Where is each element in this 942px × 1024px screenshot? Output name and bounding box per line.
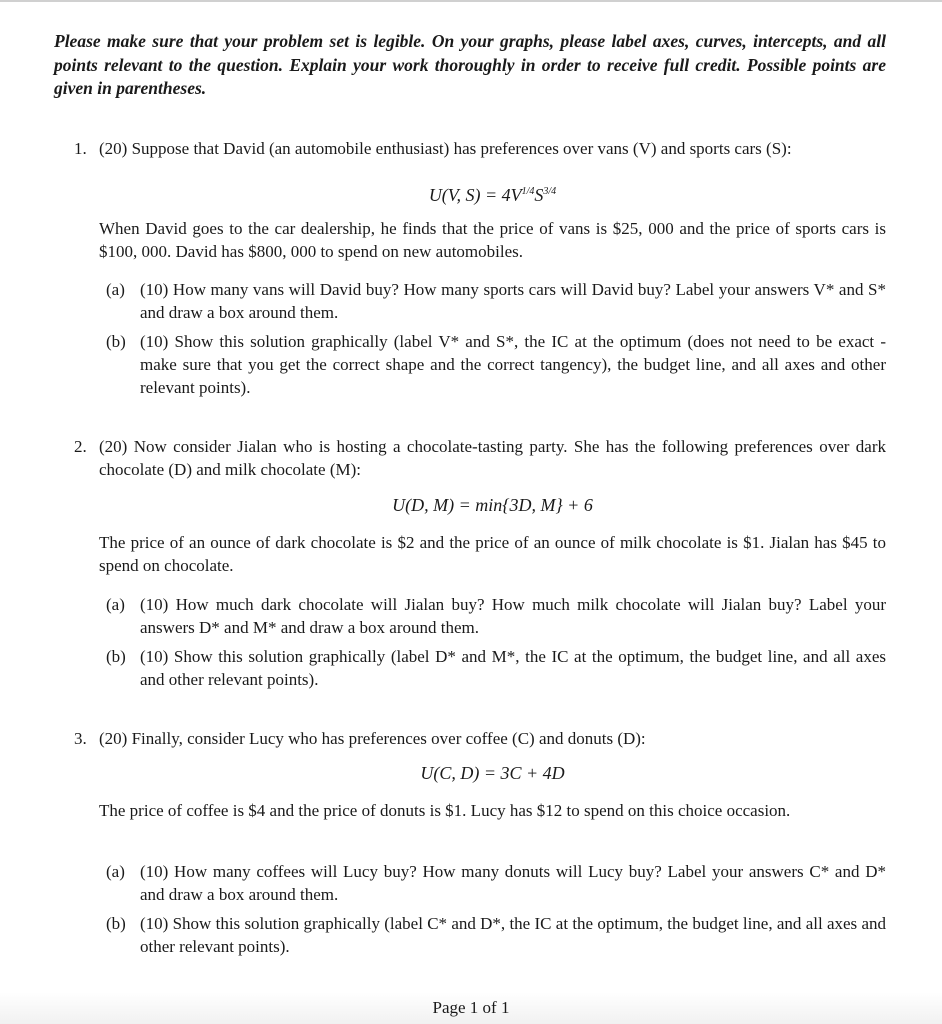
q2-equation: U(D, M) = min{3D, M} + 6 bbox=[392, 495, 593, 515]
q3-b-label: (b) bbox=[106, 914, 126, 933]
q3-intro: (20) Finally, consider Lucy who has preferences over coffee (C) and donuts (D): bbox=[99, 729, 646, 748]
q1-equation bbox=[99, 183, 886, 207]
top-divider bbox=[0, 0, 942, 2]
q3-a-text: (10) How many coffees will Lucy buy? How many donuts will Lucy buy? Label your answers C* and D* and draw a box around them. bbox=[140, 862, 886, 904]
q1-intro: (20) Suppose that David (an automobile enthusiast) has preferences over vans (V) and sports cars (S): bbox=[99, 139, 792, 158]
q1-eq-exp1: 1/4 bbox=[521, 186, 535, 197]
q3-a-label: (a) bbox=[106, 862, 125, 881]
q3-body: The price of coffee is $4 and the price of donuts is $1. Lucy has $12 to spend on this choice occasion. bbox=[99, 801, 791, 820]
q3-equation: U(C, D) = 3C + 4D bbox=[420, 763, 565, 783]
q2-a-label: (a) bbox=[106, 595, 125, 614]
q2-b-text: (10) Show this solution graphically (label D* and M*, the IC at the optimum, the budget line, and all axes and other relevant points). bbox=[140, 647, 886, 689]
q1-body: When David goes to the car dealership, he finds that the price of vans is $25, 000 and the price of sports cars is $100, 000. David has $800, 000 to spend on new automobiles. bbox=[99, 219, 886, 261]
q1-eq-exp2: 3/4 bbox=[543, 186, 557, 197]
q1-b-label: (b) bbox=[106, 332, 126, 351]
q1-b-text: (10) Show this solution graphically (label V* and S*, the IC at the optimum (does not need to be exact - make sure that you get the correct shape and the correct tangency), the budget line, and all axes and other relevant points). bbox=[140, 332, 886, 397]
page-footer: Page 1 of 1 bbox=[432, 998, 510, 1017]
q1-number: 1. bbox=[74, 139, 87, 158]
q2-number: 2. bbox=[74, 437, 87, 456]
q1-eq-mid: S bbox=[534, 185, 544, 205]
q2-b-label: (b) bbox=[106, 647, 126, 666]
q3-b-text: (10) Show this solution graphically (label C* and D*, the IC at the optimum, the budget line, and all axes and other relevant points). bbox=[140, 914, 886, 956]
q2-a-text: (10) How much dark chocolate will Jialan buy? How much milk chocolate will Jialan buy? Label your answers D* and M* and draw a box around them. bbox=[140, 595, 886, 637]
q1-eq-lhs: U(V, S) = 4V bbox=[428, 185, 522, 205]
q1-a-text: (10) How many vans will David buy? How many sports cars will David buy? Label your answers V* and S* and draw a box around them. bbox=[140, 280, 886, 322]
instructions: Please make sure that your problem set is legible. On your graphs, please label axes, curves, intercepts, and all points relevant to the question. Explain your work thoroughly in order to receive full credit. Possible points are given in parentheses. bbox=[54, 31, 886, 98]
q2-body: The price of an ounce of dark chocolate is $2 and the price of an ounce of milk chocolate is $1. Jialan has $45 to spend on chocolate. bbox=[99, 533, 886, 575]
q3-number: 3. bbox=[74, 729, 87, 748]
q1-a-label: (a) bbox=[106, 280, 125, 299]
q2-intro: (20) Now consider Jialan who is hosting a chocolate-tasting party. She has the following preferences over dark chocolate (D) and milk chocolate (M): bbox=[99, 437, 886, 479]
